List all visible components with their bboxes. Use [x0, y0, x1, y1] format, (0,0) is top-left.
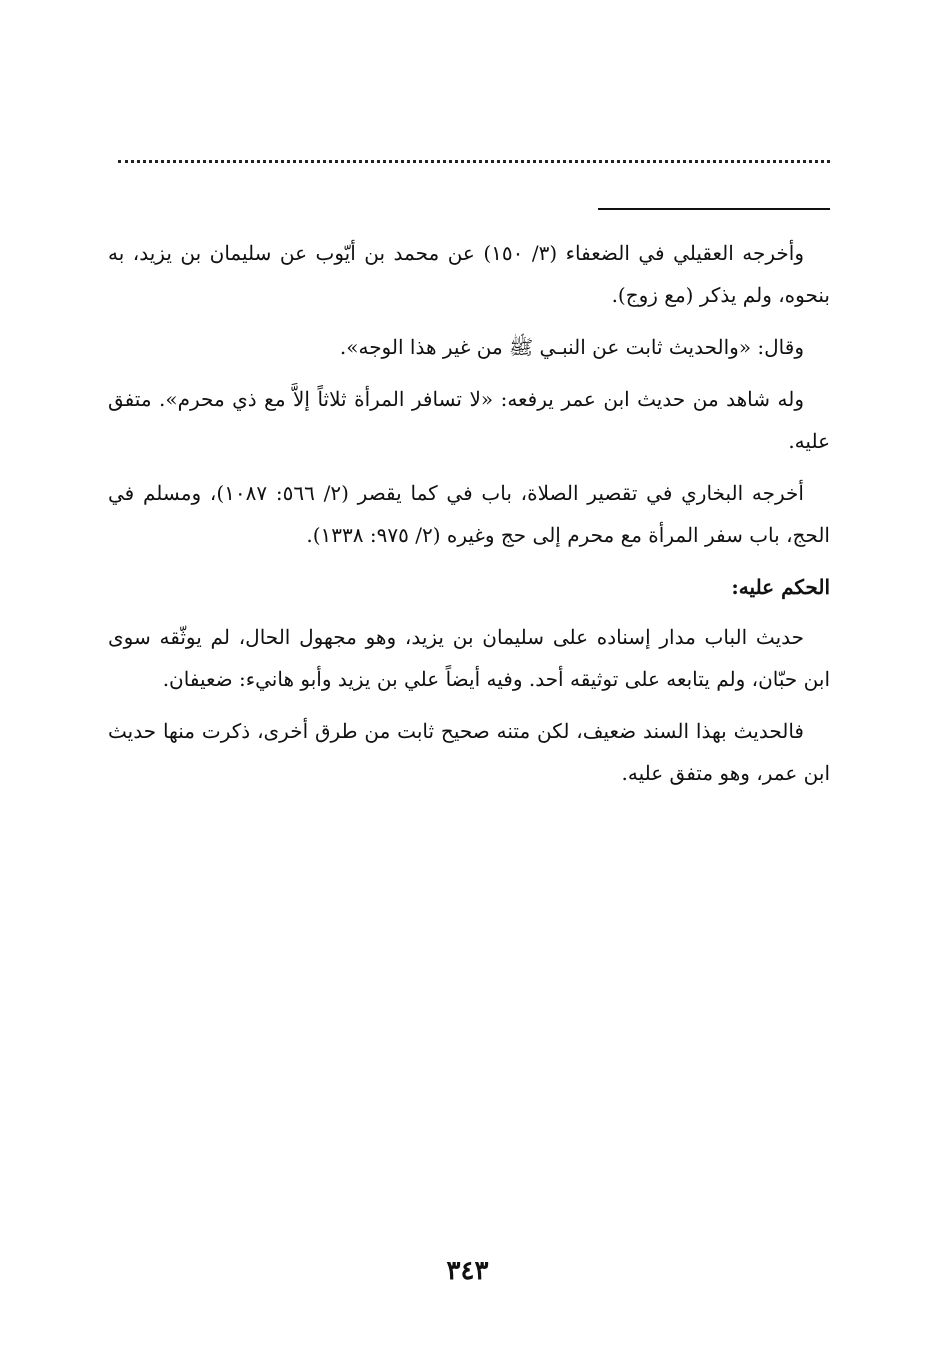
paragraph-bukhari: أخرجه البخاري في تقصير الصلاة، باب في كما يقصر (٢/ ٥٦٦: ١٠٨٧)، ومسلم في الحج، باب سفر المرأة مع محرم إلى حج وغيره (٢/ ٩٧٥: ١٣٣٨).: [108, 481, 830, 547]
paragraph-judgment: حديث الباب مدار إسناده على سليمان بن يزيد، وهو مجهول الحال، لم يوثّقه سوى ابن حبّان، ولم يتابعه على توثيقه أحد. وفيه أيضاً علي بن يزيد وأبو هانيء: ضعيفان.: [108, 625, 830, 691]
paragraph-aqili: وأخرجه العقيلي في الضعفاء (٣/ ١٥٠) عن محمد بن أيّوب عن سليمان بن يزيد، به بنحوه، ولم يذكر (مع زوج).: [108, 241, 830, 307]
section-heading: الحكم عليه:: [731, 575, 830, 599]
paragraph-conclusion: فالحديث بهذا السند ضعيف، لكن متنه صحيح ثابت من طرق أخرى، ذكرت منها حديث ابن عمر، وهو متفق عليه.: [108, 719, 830, 785]
page-number: ٣٤٣: [446, 1256, 489, 1286]
paragraph-witness: وله شاهد من حديث ابن عمر يرفعه: «لا تسافر المرأة ثلاثاً إلاَّ مع ذي محرم». متفق عليه.: [108, 387, 830, 453]
dotted-separator: [118, 160, 830, 163]
body-text: [108, 232, 830, 804]
paragraph-quote: وقال: «والحديث ثابت عن النبـي ﷺ من غير هذا الوجه».: [339, 335, 804, 359]
footnote-rule: [598, 208, 830, 210]
